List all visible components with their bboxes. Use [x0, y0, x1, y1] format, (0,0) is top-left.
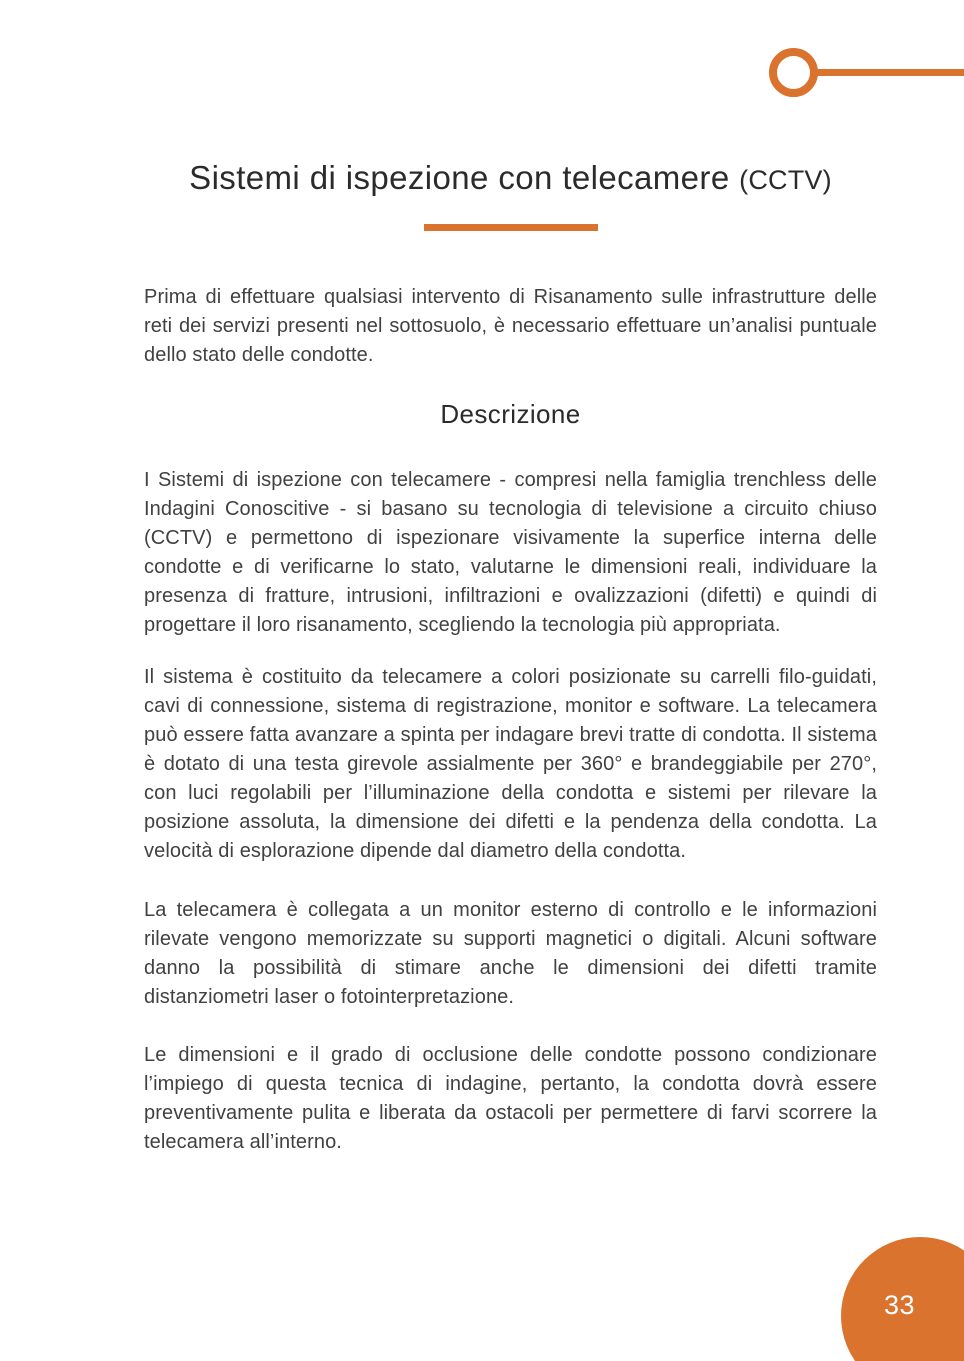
title-underline-rule [424, 224, 598, 231]
page-title [144, 156, 877, 202]
description-paragraph-4: Le dimensioni e il grado di occlusione delle condotte possono condizionare l’impiego di questa tecnica di indagine, pertanto, la condotta dovrà essere preventivamente pulita e liberata da ostacoli per permettere di farvi scorrere la telecamera all’interno. [144, 1044, 877, 1153]
page-number: 33 [884, 1290, 916, 1320]
description-paragraph-2: Il sistema è costituito da telecamere a colori posizionate su carrelli filo-guidati, cavi di connessione, sistema di registrazione, monitor e software. La telecamera può essere fatta avanzare a spinta per indagare brevi tratte di condotta. Il sistema è dotato di una testa girevole assialmente per 360° e brandeggiabile per 270°, con luci regolabili per l’illuminazione della condotta e sistemi per rilevare la posizione assoluta, la dimensione dei difetti e la pendenza della condotta. La velocità di esplorazione dipende dal diametro della condotta. [144, 666, 877, 862]
page-title-main: Sistemi di ispezione con telecamere [189, 159, 730, 196]
description-paragraph-1: I Sistemi di ispezione con telecamere - compresi nella famiglia trenchless delle Indagini Conoscitive - si basano su tecnologia di televisione a circuito chiuso (CCTV) e permettono di ispezionare visivamente la superfice interna delle condotte e di verificarne lo stato, valutarne le dimensioni reali, individuare la presenza di fratture, intrusioni, infiltrazioni e ovalizzazioni (difetti) e quindi di progettare il loro risanamento, scegliendo la tecnologia più appropriata. [144, 469, 877, 636]
description-paragraph-3: La telecamera è collegata a un monitor esterno di controllo e le informazioni rilevate vengono memorizzate su supporti magnetici o digitali. Alcuni software danno la possibilità di stimare anche le dimensioni dei difetti tramite distanziometri laser o fotointerpretazione. [144, 899, 877, 1008]
content-column [144, 0, 877, 1157]
intro-paragraph: Prima di effettuare qualsiasi intervento di Risanamento sulle infrastrutture delle reti dei servizi presenti nel sottosuolo, è necessario effettuare un’analisi puntuale dello stato delle condotte. [144, 286, 877, 366]
section-heading: Descrizione [440, 399, 581, 429]
page-title-acronym: (CCTV) [739, 165, 832, 195]
